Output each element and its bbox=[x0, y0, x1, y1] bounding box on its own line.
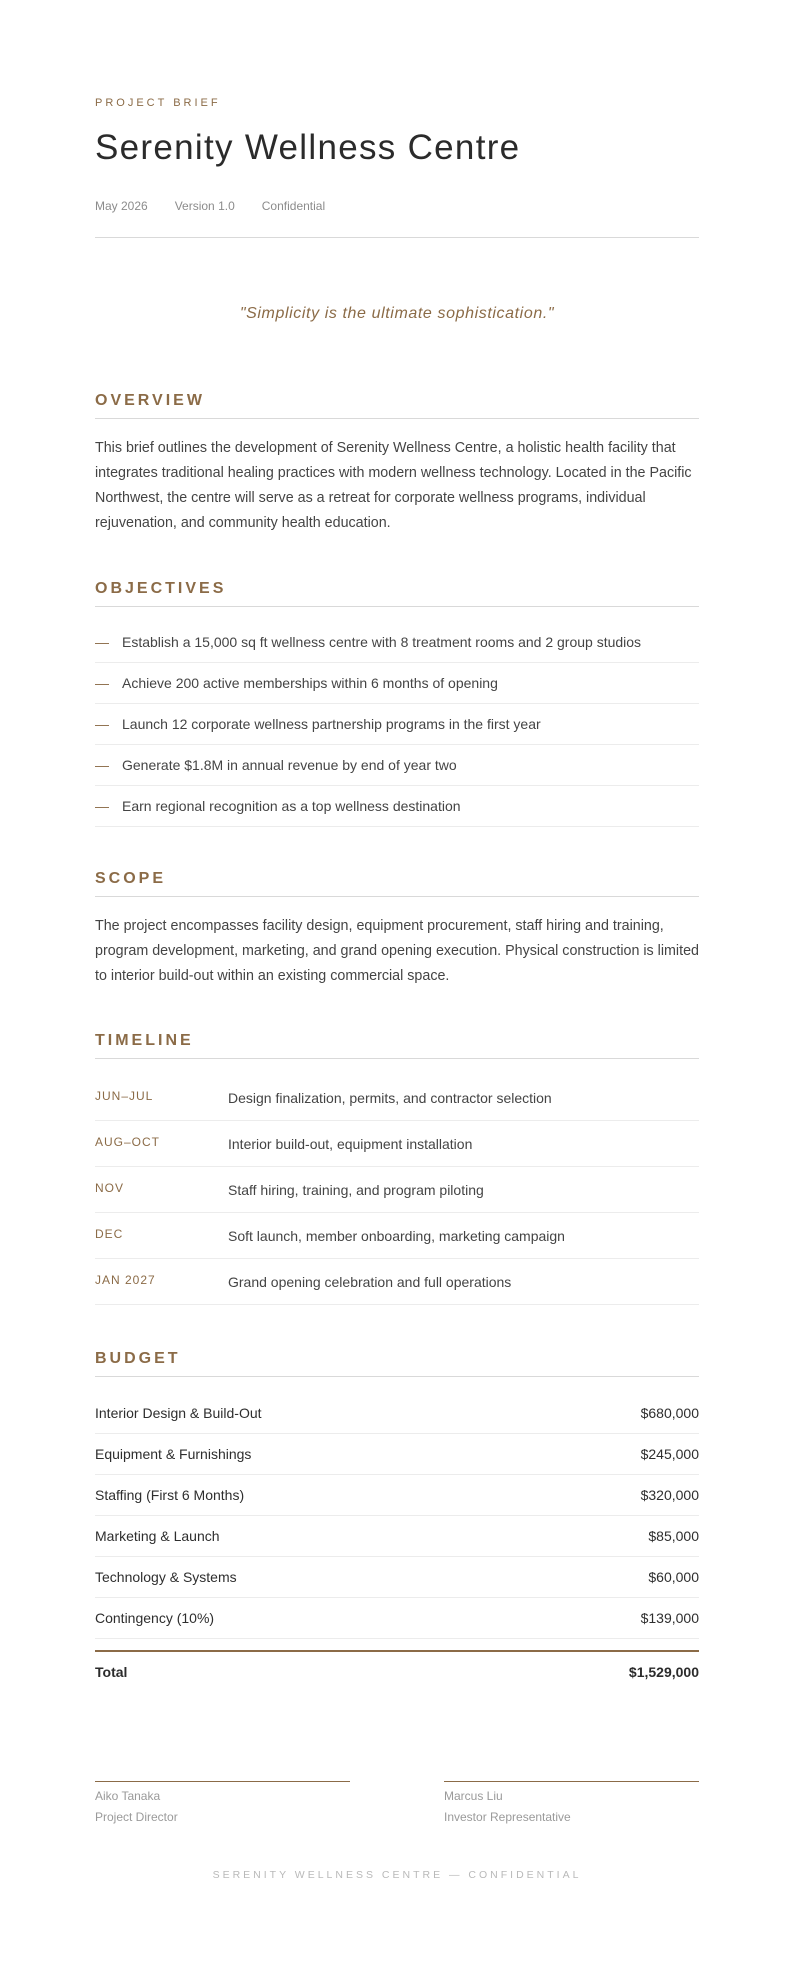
timeline-task: Grand opening celebration and full operations bbox=[228, 1273, 512, 1290]
signatory-name: Marcus Liu bbox=[444, 1789, 503, 1803]
objective-item bbox=[95, 704, 699, 745]
timeline-period: AUG–OCT bbox=[95, 1134, 161, 1149]
signature-block-investor bbox=[444, 1781, 699, 1824]
budget-amount: $60,000 bbox=[648, 1569, 699, 1585]
objective-text: Generate $1.8M in annual revenue by end of year two bbox=[122, 757, 457, 773]
budget-amount: $320,000 bbox=[640, 1487, 699, 1503]
timeline-row bbox=[95, 1259, 699, 1305]
budget-row bbox=[95, 1516, 699, 1557]
signatory-name: Aiko Tanaka bbox=[95, 1789, 161, 1803]
timeline-period: JUN–JUL bbox=[95, 1088, 154, 1103]
timeline-period: JAN 2027 bbox=[95, 1272, 156, 1287]
timeline-row bbox=[95, 1075, 699, 1121]
document-meta bbox=[95, 199, 352, 213]
budget-label: Technology & Systems bbox=[95, 1569, 237, 1585]
objective-item bbox=[95, 745, 699, 786]
dash-bullet: — bbox=[95, 798, 109, 814]
objective-item bbox=[95, 622, 699, 663]
budget-heading: BUDGET bbox=[95, 1350, 699, 1377]
budget-total-row bbox=[95, 1650, 699, 1680]
objectives-list bbox=[95, 622, 699, 827]
page-footer: SERENITY WELLNESS CENTRE — CONFIDENTIAL bbox=[212, 1869, 582, 1881]
objectives-heading: OBJECTIVES bbox=[95, 580, 699, 607]
timeline-heading: TIMELINE bbox=[95, 1032, 699, 1059]
epigraph-quote: "Simplicity is the ultimate sophistication." bbox=[239, 305, 555, 322]
timeline-task: Design finalization, permits, and contractor selection bbox=[228, 1089, 552, 1106]
objective-item bbox=[95, 786, 699, 827]
budget-label: Contingency (10%) bbox=[95, 1610, 215, 1626]
signature-block-director bbox=[95, 1781, 350, 1824]
budget-label: Equipment & Furnishings bbox=[95, 1446, 252, 1462]
budget-total-label: Total bbox=[95, 1664, 128, 1680]
scope-text: The project encompasses facility design, equipment procurement, staff hiring and training, program development, marketing, and grand opening execution. Physical construction is limited to interior build-out within an existing commercial space. bbox=[95, 918, 699, 984]
signatory-role: Investor Representative bbox=[444, 1810, 571, 1824]
budget-amount: $139,000 bbox=[640, 1610, 699, 1626]
document-title: Serenity Wellness Centre bbox=[95, 128, 521, 167]
dash-bullet: — bbox=[95, 634, 109, 650]
timeline-row bbox=[95, 1121, 699, 1167]
budget-row bbox=[95, 1557, 699, 1598]
budget-amount: $85,000 bbox=[648, 1528, 699, 1544]
meta-version: Version 1.0 bbox=[174, 199, 235, 213]
timeline-row bbox=[95, 1167, 699, 1213]
scope-heading: SCOPE bbox=[95, 870, 699, 897]
doc-type-label: PROJECT BRIEF bbox=[95, 97, 221, 109]
budget-table bbox=[95, 1393, 699, 1639]
timeline-period: NOV bbox=[95, 1180, 125, 1195]
timeline-period: DEC bbox=[95, 1226, 124, 1241]
objective-text: Achieve 200 active memberships within 6 months of opening bbox=[122, 675, 498, 691]
timeline-list bbox=[95, 1075, 699, 1305]
objective-item bbox=[95, 663, 699, 704]
dash-bullet: — bbox=[95, 757, 109, 773]
budget-label: Staffing (First 6 Months) bbox=[95, 1487, 245, 1503]
timeline-row bbox=[95, 1213, 699, 1259]
signature-line bbox=[95, 1781, 350, 1782]
timeline-task: Soft launch, member onboarding, marketing campaign bbox=[228, 1227, 565, 1244]
header-divider bbox=[95, 237, 699, 238]
meta-date: May 2026 bbox=[95, 199, 148, 213]
objective-text: Establish a 15,000 sq ft wellness centre with 8 treatment rooms and 2 group studios bbox=[122, 634, 642, 650]
budget-row bbox=[95, 1393, 699, 1434]
budget-row bbox=[95, 1598, 699, 1639]
budget-row bbox=[95, 1475, 699, 1516]
budget-label: Marketing & Launch bbox=[95, 1528, 220, 1544]
dash-bullet: — bbox=[95, 716, 109, 732]
budget-label: Interior Design & Build-Out bbox=[95, 1405, 262, 1421]
signature-line bbox=[444, 1781, 699, 1782]
overview-text: This brief outlines the development of Serenity Wellness Centre, a holistic health facility that integrates traditional healing practices with modern wellness technology. Located in the Pacific Northwest, the centre will serve as a retreat for corporate wellness programs, individual rejuvenation, and community health education. bbox=[95, 440, 692, 531]
timeline-task: Staff hiring, training, and program piloting bbox=[228, 1181, 484, 1198]
overview-heading: OVERVIEW bbox=[95, 392, 699, 419]
budget-row bbox=[95, 1434, 699, 1475]
budget-amount: $245,000 bbox=[640, 1446, 699, 1462]
budget-total-amount: $1,529,000 bbox=[628, 1664, 699, 1680]
objective-text: Launch 12 corporate wellness partnership programs in the first year bbox=[122, 716, 541, 732]
budget-amount: $680,000 bbox=[640, 1405, 699, 1421]
timeline-task: Interior build-out, equipment installation bbox=[228, 1135, 473, 1152]
meta-classification: Confidential bbox=[261, 199, 326, 213]
dash-bullet: — bbox=[95, 675, 109, 691]
objective-text: Earn regional recognition as a top wellness destination bbox=[122, 798, 461, 814]
signatory-role: Project Director bbox=[95, 1810, 178, 1824]
